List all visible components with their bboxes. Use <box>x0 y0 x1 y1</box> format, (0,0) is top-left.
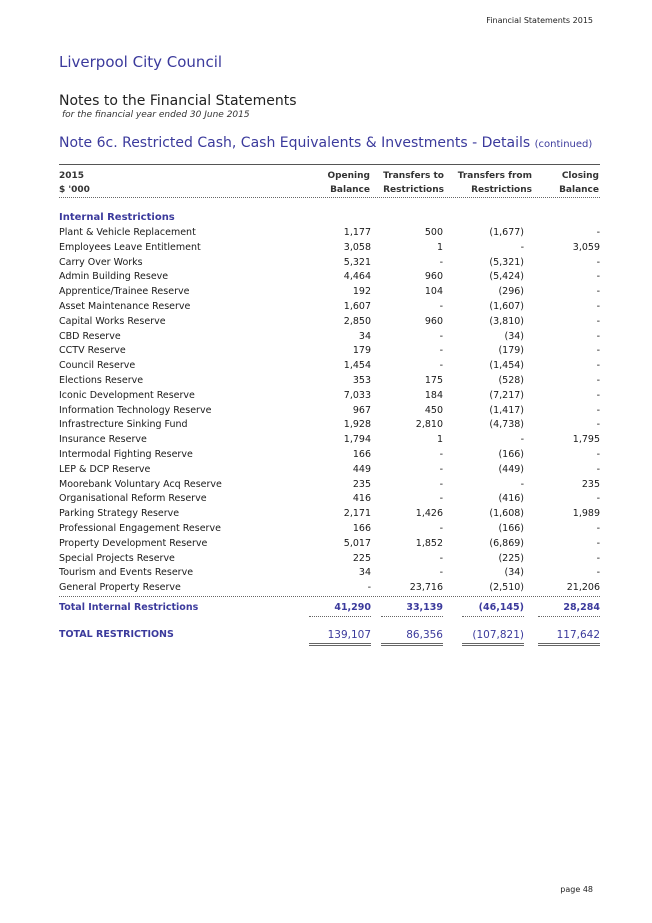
total-internal-opening: 41,290 <box>309 600 371 617</box>
table-row <box>59 507 600 522</box>
table-row <box>59 374 600 389</box>
cell-transfers-from: (34) <box>504 567 524 579</box>
cell-closing: - <box>596 463 600 475</box>
cell-transfers-to: 184 <box>424 389 443 401</box>
cell-closing: - <box>596 404 600 416</box>
col-header-transfers-to-line1: Transfers to <box>383 171 444 181</box>
cell-transfers-from: (34) <box>504 330 524 342</box>
total-restrictions-transfers-from: (107,821) <box>462 627 524 646</box>
table-row <box>59 300 600 315</box>
table-row <box>59 389 600 404</box>
cell-opening: 353 <box>352 374 371 386</box>
table-year: 2015 <box>59 171 85 181</box>
cell-closing: - <box>596 286 600 298</box>
cell-transfers-to: 1,426 <box>415 508 443 520</box>
table-row <box>59 226 600 241</box>
cell-transfers-to: 960 <box>424 315 443 327</box>
row-label: CBD Reserve <box>59 330 121 342</box>
cell-transfers-to: 23,716 <box>409 582 443 594</box>
cell-closing: - <box>596 419 600 431</box>
cell-transfers-from: (1,677) <box>489 227 524 238</box>
table-row <box>59 537 600 552</box>
cell-opening: 967 <box>352 404 371 416</box>
table-row <box>59 256 600 271</box>
cell-closing: - <box>596 345 600 357</box>
page-number: page 48 <box>560 885 593 894</box>
cell-closing: - <box>596 567 600 579</box>
cell-transfers-from: (416) <box>498 493 524 505</box>
cell-opening: 2,850 <box>343 315 371 327</box>
section-heading: Internal Restrictions <box>59 212 175 223</box>
row-label: Admin Building Reseve <box>59 271 169 283</box>
total-restrictions-row <box>59 627 600 643</box>
cell-opening: 3,058 <box>343 241 371 253</box>
cell-transfers-to: - <box>439 552 443 564</box>
cell-opening: 416 <box>352 493 371 505</box>
cell-closing: - <box>596 389 600 401</box>
total-internal-closing: 28,284 <box>538 600 600 617</box>
row-label: Property Development Reserve <box>59 537 208 549</box>
cell-closing: - <box>596 537 600 549</box>
col-header-opening-line2: Balance <box>330 185 370 195</box>
cell-transfers-to: - <box>439 345 443 357</box>
col-header-closing-line2: Balance <box>559 185 599 195</box>
total-internal-transfers-to: 33,139 <box>381 600 443 617</box>
col-header-opening <box>290 169 370 197</box>
cell-transfers-from: (2,510) <box>489 582 524 594</box>
total-internal-label: Total Internal Restrictions <box>59 602 199 613</box>
cell-opening: - <box>367 582 371 594</box>
cell-closing: - <box>596 448 600 460</box>
cell-transfers-to: - <box>439 360 443 372</box>
row-label: Parking Strategy Reserve <box>59 508 180 520</box>
table-row <box>59 315 600 330</box>
row-label: Elections Reserve <box>59 374 144 386</box>
cell-opening: 1,607 <box>343 300 371 312</box>
table-row <box>59 492 600 507</box>
notes-subtitle: for the financial year ended 30 June 2015 <box>62 110 250 120</box>
table-row <box>59 581 600 597</box>
table-row <box>59 433 600 448</box>
total-restrictions-transfers-to: 86,356 <box>381 627 443 646</box>
cell-transfers-to: - <box>439 448 443 460</box>
row-label: Council Reserve <box>59 360 136 372</box>
cell-opening: 192 <box>352 286 371 298</box>
cell-transfers-to: 1 <box>436 241 443 253</box>
table-row <box>59 478 600 493</box>
total-internal-transfers-from: (46,145) <box>462 600 524 617</box>
cell-closing: - <box>596 360 600 372</box>
cell-opening: 1,928 <box>343 419 371 431</box>
cell-transfers-from: (4,738) <box>489 419 524 431</box>
cell-transfers-from: - <box>520 241 524 253</box>
cell-transfers-to: 1 <box>436 434 443 446</box>
cell-transfers-to: 960 <box>424 271 443 283</box>
cell-opening: 449 <box>352 463 371 475</box>
row-label: Apprentice/Trainee Reserve <box>59 286 190 298</box>
cell-transfers-from: (3,810) <box>489 315 524 327</box>
row-label: LEP & DCP Reserve <box>59 463 151 475</box>
cell-opening: 1,794 <box>343 434 371 446</box>
col-header-transfers-to-line2: Restrictions <box>383 185 444 195</box>
cell-transfers-from: (1,454) <box>489 360 524 372</box>
table-row <box>59 359 600 374</box>
cell-transfers-to: - <box>439 522 443 534</box>
cell-transfers-to: 500 <box>424 227 443 238</box>
row-label: Tourism and Events Reserve <box>59 567 194 579</box>
table-row <box>59 270 600 285</box>
cell-transfers-from: (1,417) <box>489 404 524 416</box>
cell-closing: - <box>596 330 600 342</box>
table-row <box>59 566 600 581</box>
cell-transfers-to: - <box>439 300 443 312</box>
col-header-closing-line1: Closing <box>561 171 599 181</box>
cell-closing: 235 <box>581 478 600 490</box>
table-row <box>59 241 600 256</box>
cell-transfers-from: (5,424) <box>489 271 524 283</box>
cell-closing: 1,795 <box>572 434 600 446</box>
cell-transfers-to: 104 <box>424 286 443 298</box>
cell-transfers-from: (7,217) <box>489 389 524 401</box>
row-label: Employees Leave Entitlement <box>59 241 201 253</box>
cell-transfers-from: (225) <box>498 552 524 564</box>
cell-opening: 1,177 <box>343 227 371 238</box>
table-body <box>59 226 600 597</box>
row-label: Organisational Reform Reserve <box>59 493 207 505</box>
note-title <box>59 135 592 151</box>
cell-transfers-to: 450 <box>424 404 443 416</box>
cell-transfers-from: (1,608) <box>489 508 524 520</box>
table-row <box>59 330 600 345</box>
cell-transfers-from: (6,869) <box>489 537 524 549</box>
total-restrictions-opening: 139,107 <box>309 627 371 646</box>
total-restrictions-label: TOTAL RESTRICTIONS <box>59 629 174 640</box>
cell-transfers-to: - <box>439 493 443 505</box>
cell-closing: - <box>596 374 600 386</box>
cell-transfers-to: - <box>439 256 443 268</box>
cell-transfers-from: - <box>520 434 524 446</box>
cell-closing: - <box>596 522 600 534</box>
cell-transfers-from: (528) <box>498 374 524 386</box>
table-year-header <box>59 169 90 197</box>
cell-transfers-to: 1,852 <box>415 537 443 549</box>
cell-closing: 3,059 <box>572 241 600 253</box>
notes-title: Notes to the Financial Statements <box>59 93 297 109</box>
cell-closing: - <box>596 256 600 268</box>
col-header-closing <box>520 169 599 197</box>
col-header-opening-line1: Opening <box>327 171 370 181</box>
row-label: Insurance Reserve <box>59 434 147 446</box>
col-header-transfers-from-line1: Transfers from <box>457 171 532 181</box>
cell-opening: 1,454 <box>343 360 371 372</box>
cell-closing: 21,206 <box>566 582 600 594</box>
col-header-transfers-from <box>440 169 532 197</box>
cell-closing: - <box>596 271 600 283</box>
row-label: Asset Maintenance Reserve <box>59 300 191 312</box>
col-header-transfers-from-line2: Restrictions <box>471 185 532 195</box>
total-internal-row <box>59 600 600 616</box>
cell-closing: - <box>596 300 600 312</box>
cell-transfers-from: (5,321) <box>489 256 524 268</box>
cell-transfers-to: 2,810 <box>415 419 443 431</box>
cell-opening: 166 <box>352 448 371 460</box>
cell-closing: - <box>596 227 600 238</box>
row-label: Information Technology Reserve <box>59 404 212 416</box>
table-top-rule <box>59 164 600 165</box>
table-unit: $ '000 <box>59 185 90 195</box>
col-header-transfers-to <box>362 169 444 197</box>
row-label: Moorebank Voluntary Acq Reserve <box>59 478 222 490</box>
cell-transfers-from: (166) <box>498 522 524 534</box>
cell-opening: 235 <box>352 478 371 490</box>
row-label: Infrastrecture Sinking Fund <box>59 419 188 431</box>
cell-closing: 1,989 <box>572 508 600 520</box>
row-label: Professional Engagement Reserve <box>59 522 221 534</box>
table-row <box>59 448 600 463</box>
row-label: Carry Over Works <box>59 256 143 268</box>
cell-opening: 5,017 <box>343 537 371 549</box>
cell-opening: 34 <box>358 330 371 342</box>
cell-closing: - <box>596 552 600 564</box>
row-label: Special Projects Reserve <box>59 552 175 564</box>
cell-opening: 4,464 <box>343 271 371 283</box>
table-row <box>59 522 600 537</box>
cell-transfers-to: - <box>439 463 443 475</box>
note-title-suffix: (continued) <box>534 139 593 150</box>
cell-transfers-from: (166) <box>498 448 524 460</box>
table-row <box>59 404 600 419</box>
table-row <box>59 344 600 359</box>
cell-opening: 225 <box>352 552 371 564</box>
cell-transfers-from: (296) <box>498 286 524 298</box>
cell-transfers-from: - <box>520 478 524 490</box>
document-header: Financial Statements 2015 <box>486 16 593 25</box>
note-title-text: Note 6c. Restricted Cash, Cash Equivalents & Investments - Details <box>59 135 531 151</box>
cell-closing: - <box>596 315 600 327</box>
cell-transfers-from: (1,607) <box>489 300 524 312</box>
cell-transfers-to: - <box>439 330 443 342</box>
cell-transfers-from: (179) <box>498 345 524 357</box>
cell-opening: 2,171 <box>343 508 371 520</box>
table-row <box>59 285 600 300</box>
cell-closing: - <box>596 493 600 505</box>
cell-opening: 166 <box>352 522 371 534</box>
table-row <box>59 418 600 433</box>
cell-opening: 7,033 <box>343 389 371 401</box>
cell-opening: 5,321 <box>343 256 371 268</box>
cell-transfers-to: - <box>439 567 443 579</box>
cell-opening: 34 <box>358 567 371 579</box>
table-row <box>59 552 600 567</box>
row-label: General Property Reserve <box>59 582 181 594</box>
cell-transfers-from: (449) <box>498 463 524 475</box>
table-header-rule <box>59 197 600 198</box>
total-restrictions-closing: 117,642 <box>538 627 600 646</box>
table-row <box>59 463 600 478</box>
row-label: Capital Works Reserve <box>59 315 166 327</box>
row-label: Plant & Vehicle Replacement <box>59 227 196 238</box>
row-label: Intermodal Fighting Reserve <box>59 448 193 460</box>
organisation-name: Liverpool City Council <box>59 53 223 71</box>
cell-opening: 179 <box>352 345 371 357</box>
cell-transfers-to: 175 <box>424 374 443 386</box>
row-label: Iconic Development Reserve <box>59 389 195 401</box>
row-label: CCTV Reserve <box>59 345 126 357</box>
cell-transfers-to: - <box>439 478 443 490</box>
